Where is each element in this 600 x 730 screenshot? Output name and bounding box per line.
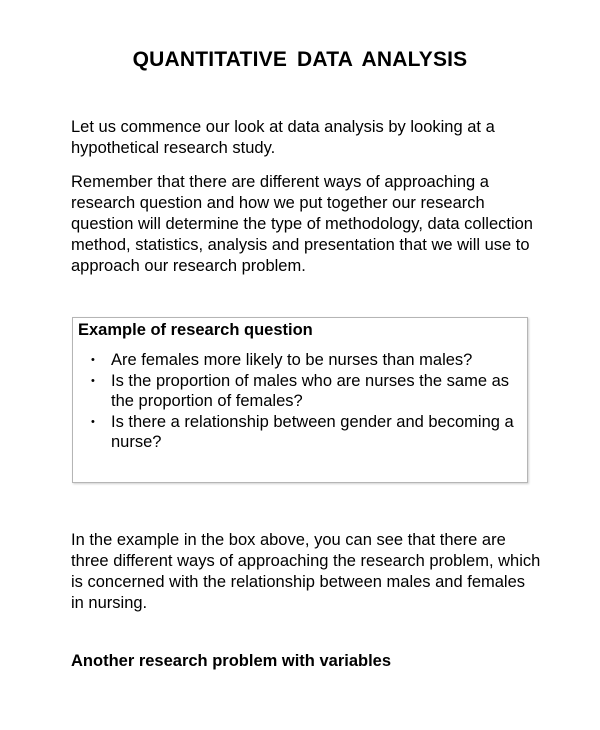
bullet-icon: • bbox=[91, 354, 95, 366]
page-title: QUANTITATIVE DATA ANALYSIS bbox=[132, 48, 468, 71]
list-item-text: Is there a relationship between gender and becoming a nurse? bbox=[111, 412, 514, 451]
list-item-text: Is the proportion of males who are nurses the same as the proportion of females? bbox=[111, 371, 510, 410]
research-question-list bbox=[89, 350, 523, 453]
section-heading: Another research problem with variables bbox=[71, 652, 392, 670]
explanation-paragraph: In the example in the box above, you can see that there are three different ways of approaching the research problem, which is concerned with the relationship between males and females in nursing. bbox=[71, 531, 541, 612]
list-item bbox=[89, 350, 523, 371]
list-item bbox=[89, 371, 523, 412]
intro-paragraph: Let us commence our look at data analysis by looking at a hypothetical research study. bbox=[71, 118, 495, 157]
example-box bbox=[72, 317, 528, 483]
example-box-title: Example of research question bbox=[78, 321, 313, 339]
list-item-text: Are females more likely to be nurses than males? bbox=[111, 351, 473, 369]
bullet-icon: • bbox=[91, 415, 95, 428]
bullet-icon: • bbox=[91, 374, 95, 387]
list-item bbox=[89, 412, 523, 453]
methodology-paragraph: Remember that there are different ways of approaching a research question and how we put together our research question will determine the type of methodology, data collection method, statistics, analysis and presentation that we will use to approach our research problem. bbox=[71, 173, 533, 275]
